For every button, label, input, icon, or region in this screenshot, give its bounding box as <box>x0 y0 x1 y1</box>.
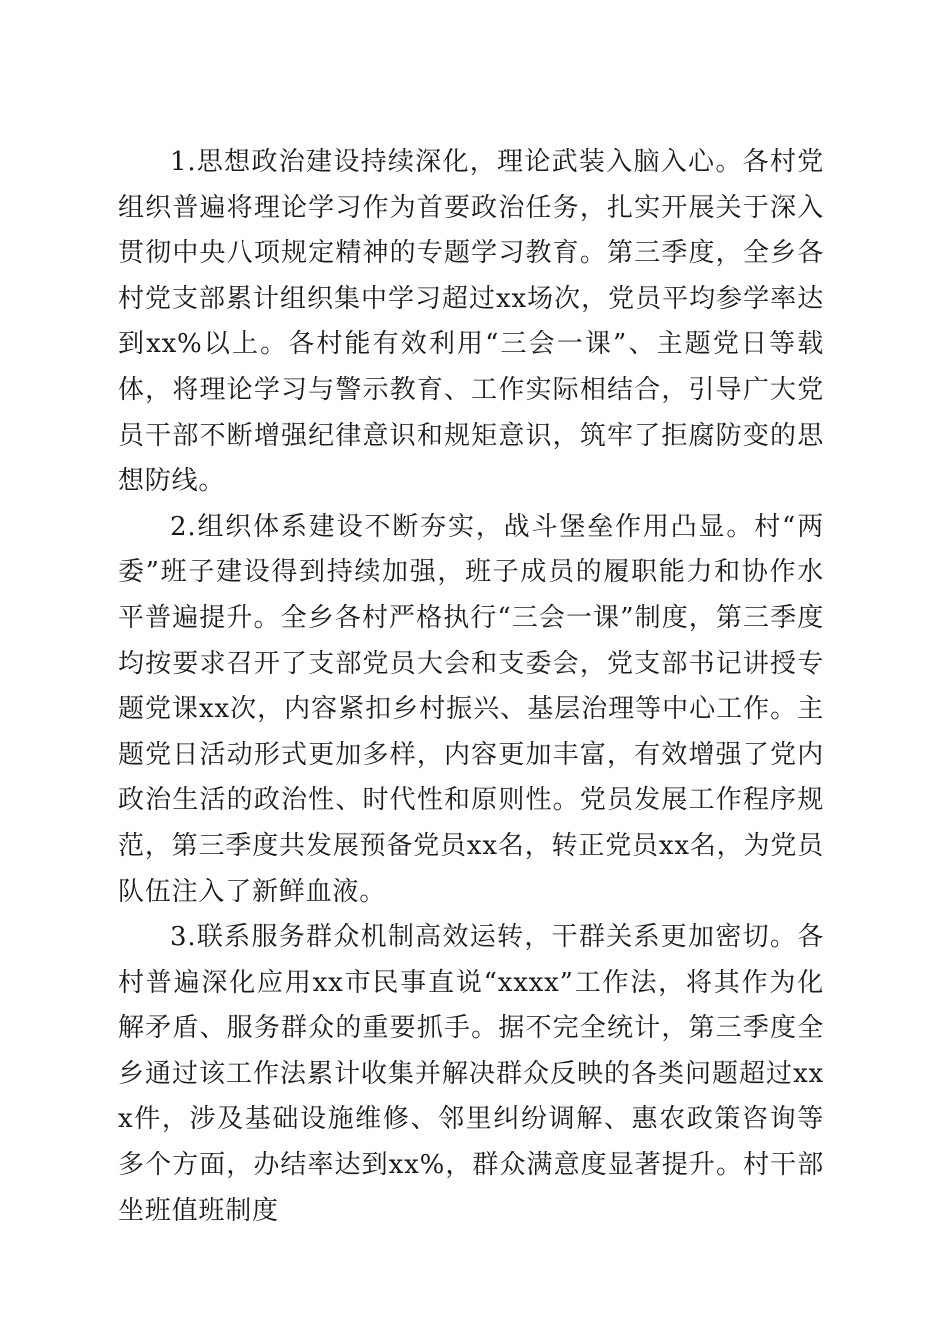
paragraph-organizational-system: 2.组织体系建设不断夯实，战斗堡垒作用凸显。村“两委”班子建设得到持续加强，班子成员的履职能力和协作水平普遍提升。全乡各村严格执行“三会一课”制度，第三季度均按要求召开了支部党员大会和支委会，党支部书记讲授专题党课xx次，内容紧扣乡村振兴、基层治理等中心工作。主题党日活动形式更加多样，内容更加丰富，有效增强了党内政治生活的政治性、时代性和原则性。党员发展工作程序规范，第三季度共发展预备党员xx名，转正党员xx名，为党员队伍注入了新鲜血液。 <box>118 511 824 907</box>
paragraph-ideological-building: 1.思想政治建设持续深化，理论武装入脑入心。各村党组织普遍将理论学习作为首要政治任务，扎实开展关于深入贯彻中央八项规定精神的专题学习教育。第三季度，全乡各村党支部累计组织集中学习超过xx场次，党员平均参学率达到xx%以上。各村能有效利用“三会一课”、主题党日等载体，将理论学习与警示教育、工作实际相结合，引导广大党员干部不断增强纪律意识和规矩意识，筑牢了拒腐防变的思想防线。 <box>118 147 824 497</box>
paragraph-mass-service: 3.联系服务群众机制高效运转，干群关系更加密切。各村普遍深化应用xx市民事直说“xxxx”工作法，将其作为化解矛盾、服务群众的重要抓手。据不完全统计，第三季度全乡通过该工作法累计收集并解决群众反映的各类问题超过xxx件，涉及基础设施维修、邻里纠纷调解、惠农政策咨询等多个方面，办结率达到xx%，群众满意度显著提升。村干部坐班值班制度 <box>118 922 824 1226</box>
document-page <box>118 140 824 1234</box>
